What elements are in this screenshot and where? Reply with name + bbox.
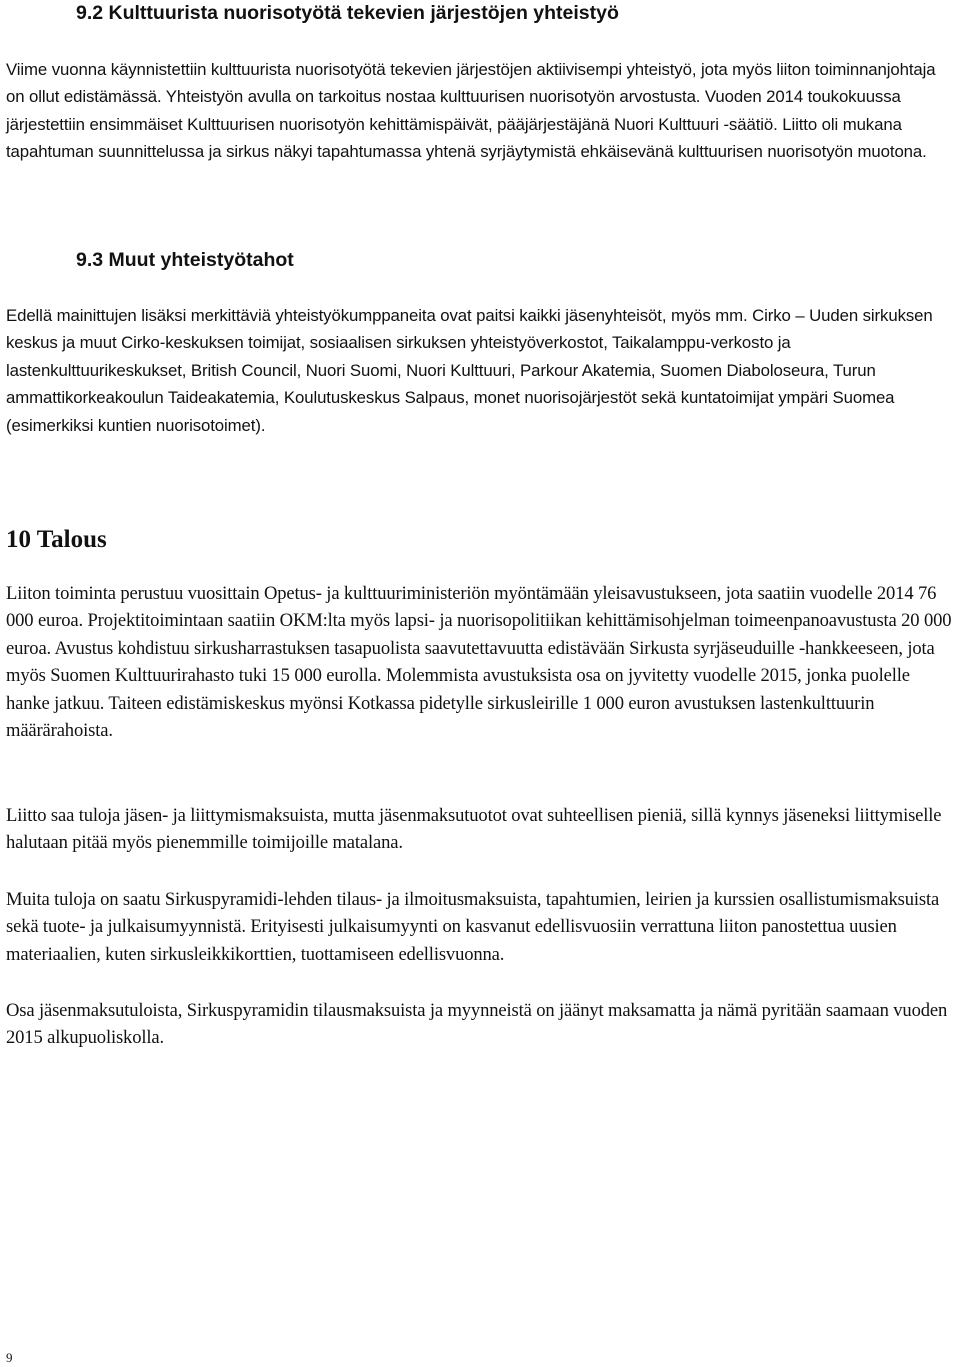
section-heading-10: 10 Talous	[6, 526, 107, 553]
section-heading-9-3: 9.3 Muut yhteistyötahot	[76, 249, 294, 271]
section-9-3-paragraph: Edellä mainittujen lisäksi merkittäviä yhteistyökumppaneita ovat paitsi kaikki jäsenyhteisöt, myös mm. Cirko – Uuden sirkuksen keskus ja muut Cirko-keskuksen toimijat, sosiaalisen sirkuksen yhteistyöverkostot, Taikalamppu-verkosto ja lastenkulttuurikeskukset, British Council, Nuori Suomi, Nuori Kulttuuri, Parkour Akatemia, Suomen Diaboloseura, Turun ammattikorkeakoulun Taideakatemia, Koulutuskeskus Salpaus, monet nuorisojärjestöt sekä kuntatoimijat ympäri Suomea (esimerkiksi kuntien nuorisotoimet).	[6, 306, 933, 435]
section-10-paragraph-4: Osa jäsenmaksutuloista, Sirkuspyramidin tilausmaksuista ja myynneistä on jäänyt maksamatta ja nämä pyritään saamaan vuoden 2015 alkupuoliskolla.	[6, 1000, 948, 1049]
section-heading-9-2: 9.2 Kulttuurista nuorisotyötä tekevien järjestöjen yhteistyö	[76, 2, 619, 24]
page-number: 9	[6, 1350, 13, 1365]
section-10-paragraph-3: Muita tuloja on saatu Sirkuspyramidi-lehden tilaus- ja ilmoitusmaksuista, tapahtumien, leirien ja kurssien osallistumismaksuista sekä tuote- ja julkaisumyynnistä. Erityisesti julkaisumyynti on kasvanut edellisvuosiin verrattuna liiton panostettua uusien materiaalien, kuten sirkusleikkikorttien, tuottamiseen edellisvuonna.	[6, 889, 940, 965]
section-9-2-paragraph: Viime vuonna käynnistettiin kulttuurista nuorisotyötä tekevien järjestöjen aktiivisempi yhteistyö, jota myös liiton toiminnanjohtaja on ollut edistämässä. Yhteistyön avulla on tarkoitus nostaa kulttuurisen nuorisotyön arvostusta. Vuoden 2014 toukokuussa järjestettiin ensimmäiset Kulttuurisen nuorisotyön kehittämispäivät, pääjärjestäjänä Nuori Kulttuuri -säätiö. Liitto oli mukana tapahtuman suunnittelussa ja sirkus näkyi tapahtumassa yhtenä syrjäytymistä ehkäisevänä kulttuurisen nuorisotyön muotona.	[6, 60, 936, 162]
section-10-paragraph-2: Liitto saa tuloja jäsen- ja liittymismaksuista, mutta jäsenmaksutuotot ovat suhteellisen pieniä, sillä kynnys jäseneksi liittymiselle halutaan pitää myös pienemmille toimijoille matalana.	[6, 805, 942, 854]
section-10-paragraph-1: Liiton toiminta perustuu vuosittain Opetus- ja kulttuuriministeriön myöntämään yleisavustukseen, jota saatiin vuodelle 2014 76 000 euroa. Projektitoimintaan saatiin OKM:lta myös lapsi- ja nuorisopolitiikan kehittämisohjelman toimeenpanoavustusta 20 000 euroa. Avustus kohdistuu sirkusharrastuksen tasapuolista saavutettavuutta edistävään Sirkusta syrjäseuduille -hankkeeseen, jota myös Suomen Kulttuurirahasto tuki 15 000 eurolla. Molemmista avustuksista osa on jyvitetty vuodelle 2015, jonka puolelle hanke jatkuu. Taiteen edistämiskeskus myönsi Kotkassa pidetylle sirkusleirille 1 000 euron avustuksen lastenkulttuurin määrärahoista.	[6, 583, 952, 742]
